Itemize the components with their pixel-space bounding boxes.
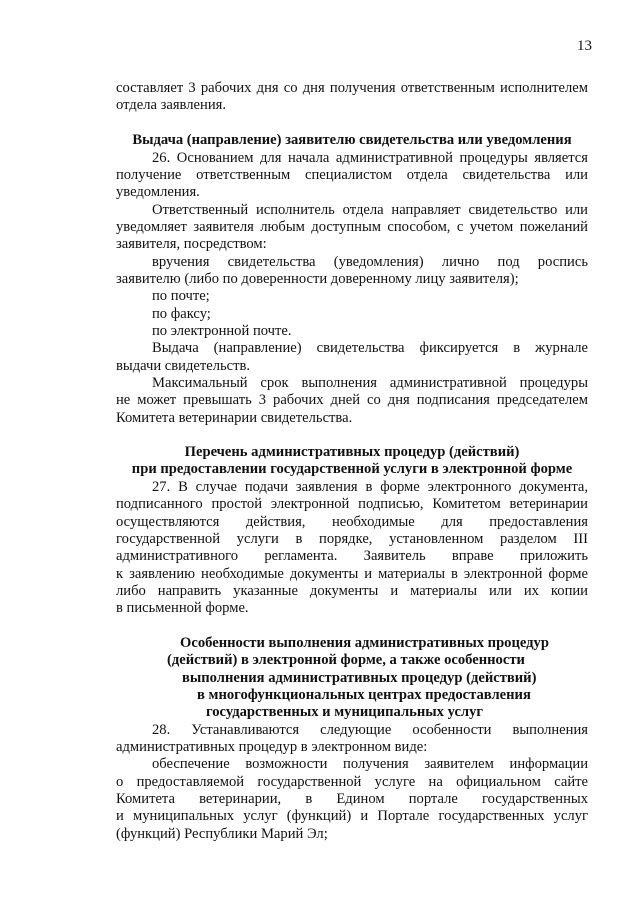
- text-line: обеспечение возможности получения заявителем информации: [152, 756, 588, 772]
- text-line: выдачи свидетельств.: [116, 358, 251, 374]
- text-line: заявителю (либо по доверенности доверенному лицу заявителя);: [116, 271, 519, 287]
- text-line: административных процедур в электронном виде:: [116, 739, 428, 755]
- text-line: Ответственный исполнитель отдела направляет свидетельство или: [152, 202, 588, 218]
- text-line: Комитета ветеринарии, в Едином портале государственных: [116, 791, 588, 807]
- text-line: Комитета ветеринарии свидетельства.: [116, 410, 353, 426]
- list-item: по факсу;: [152, 306, 211, 322]
- text-line: административного регламента. Заявитель вправе приложить: [116, 548, 588, 564]
- text-line: к заявлению необходимые документы и материалы в электронной форме: [116, 566, 588, 582]
- section-heading: при предоставлении государственной услуги в электронной форме: [131, 461, 573, 477]
- text-line: не может превышать 3 рабочих дней со дня подписания председателем: [116, 392, 588, 408]
- text-line: уведомления.: [116, 184, 200, 200]
- text-line: о предоставляемой государственной услуге на официальном сайте: [116, 774, 588, 790]
- text-line: осуществляются действия, необходимые для предоставления: [116, 514, 588, 530]
- text-line: в письменной форме.: [116, 600, 249, 616]
- text-line: уведомляет заявителя любым доступным способом, с учетом пожеланий: [116, 219, 588, 235]
- list-item: по электронной почте.: [152, 323, 292, 339]
- text-line: либо направить указанные документы и материалы или их копии: [116, 583, 588, 599]
- section-heading: Выдача (направление) заявителю свидетельства или уведомления: [132, 132, 572, 148]
- section-heading: Перечень административных процедур (действий): [184, 444, 520, 460]
- text-line: и муниципальных услуг (функций) и Портале государственных услуг: [116, 808, 588, 824]
- text-line: 27. В случае подачи заявления в форме электронного документа,: [152, 479, 588, 495]
- text-line: 26. Основанием для начала административной процедуры является: [152, 150, 588, 166]
- section-heading: в многофункциональных центрах предоставления: [197, 687, 531, 703]
- text-line: отдела заявления.: [116, 97, 226, 113]
- text-line: вручения свидетельства (уведомления) лично под роспись: [152, 254, 588, 270]
- text-line: (функций) Республики Марий Эл;: [116, 826, 328, 842]
- page-number: 13: [577, 38, 592, 54]
- text-line: составляет 3 рабочих дня со дня получения ответственным исполнителем: [116, 80, 588, 96]
- text-line: Выдача (направление) свидетельства фиксируется в журнале: [152, 340, 588, 356]
- text-line: государственной услуги в порядке, установленном разделом III: [116, 531, 588, 547]
- section-heading: Особенности выполнения административных процедур: [180, 635, 549, 651]
- section-heading: государственных и муниципальных услуг: [206, 704, 484, 720]
- text-line: Максимальный срок выполнения административной процедуры: [152, 375, 588, 391]
- text-line: заявителя, посредством:: [116, 236, 267, 252]
- section-heading: (действий) в электронной форме, а также особенности: [167, 652, 525, 668]
- text-line: подписанного простой электронной подписью, Комитетом ветеринарии: [116, 496, 588, 512]
- text-line: 28. Устанавливаются следующие особенности выполнения: [152, 722, 588, 738]
- text-line: получение ответственным специалистом отдела свидетельства или: [116, 167, 588, 183]
- section-heading: выполнения административных процедур (действий): [182, 670, 537, 686]
- list-item: по почте;: [152, 288, 210, 304]
